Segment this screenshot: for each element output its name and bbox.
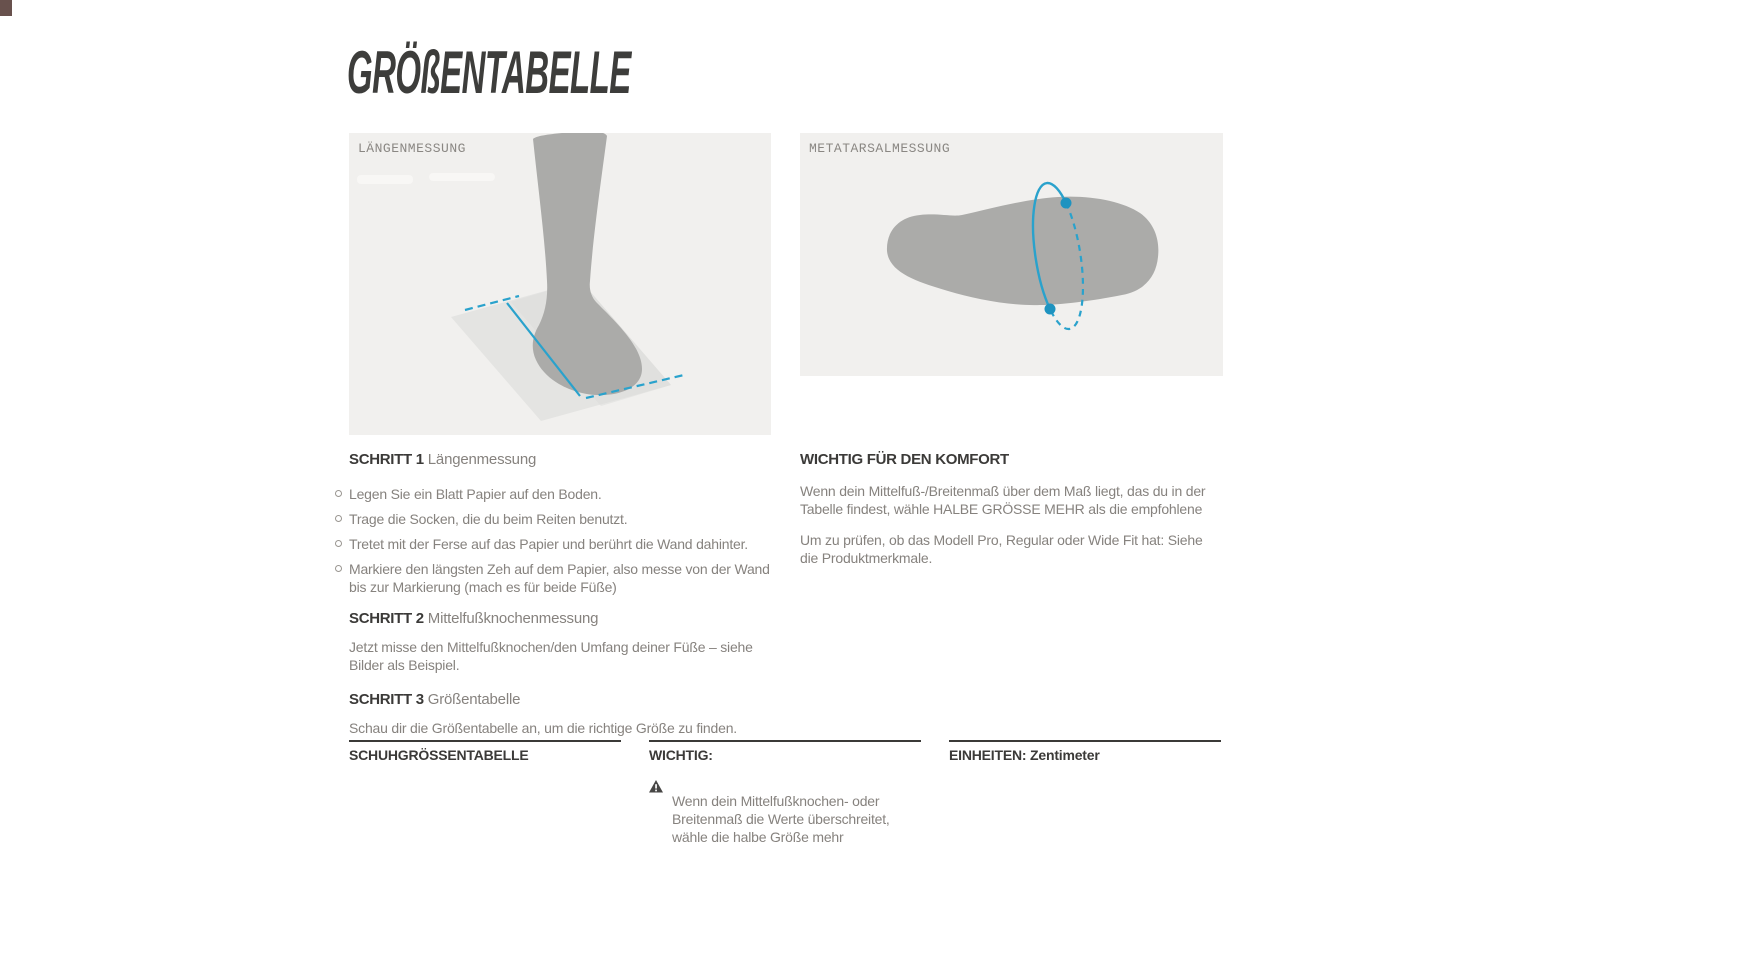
girth-dot-bottom <box>1045 304 1056 315</box>
foot-sole-shape <box>887 197 1158 305</box>
list-item: Legen Sie ein Blatt Papier auf den Boden. <box>349 485 781 503</box>
step1-title: Längenmessung <box>427 451 537 468</box>
footer-size-table-heading: SCHUHGRÖSSENTABELLE <box>349 747 529 763</box>
step2-title: Mittelfußknochenmessung <box>427 610 599 627</box>
length-measurement-panel <box>349 133 771 435</box>
step1-label: SCHRITT 1 <box>349 451 424 468</box>
list-item: Trage die Socken, die du beim Reiten benutzt. <box>349 510 781 528</box>
corner-artifact <box>0 0 12 16</box>
instructions-column <box>349 450 781 737</box>
metatarsal-panel-heading: METATARSALMESSUNG <box>809 141 951 156</box>
footer-important-heading: WICHTIG: <box>649 747 713 763</box>
girth-dot-top <box>1061 198 1072 209</box>
page-title: GRÖßENTABELLE <box>347 39 631 106</box>
warning-note <box>649 778 899 860</box>
step2-heading <box>349 609 781 628</box>
metatarsal-measurement-illustration <box>800 133 1223 376</box>
step3-title: Größentabelle <box>427 691 521 708</box>
length-measurement-illustration <box>349 133 771 435</box>
watermark-smudge <box>357 175 413 184</box>
length-panel-heading: LÄNGENMESSUNG <box>358 141 466 156</box>
step1-heading <box>349 450 781 469</box>
comfort-heading: WICHTIG FÜR DEN KOMFORT <box>800 451 1009 468</box>
step3-label: SCHRITT 3 <box>349 691 424 708</box>
step2-text: Jetzt misse den Mittelfußknochen/den Umfang deiner Füße – siehe Bilder als Beispiel. <box>349 639 753 673</box>
step3-heading <box>349 690 781 709</box>
comfort-paragraph-2: Um zu prüfen, ob das Modell Pro, Regular oder Wide Fit hat: Siehe die Produktmerkmale. <box>800 532 1203 566</box>
step3-text: Schau dir die Größentabelle an, um die richtige Größe zu finden. <box>349 720 737 736</box>
footer-important-column <box>649 740 921 860</box>
list-item: Tretet mit der Ferse auf das Papier und berührt die Wand dahinter. <box>349 535 781 553</box>
footer-size-table-column <box>349 740 621 763</box>
comfort-column <box>800 450 1220 567</box>
metatarsal-measurement-panel <box>800 133 1223 376</box>
comfort-paragraph-1: Wenn dein Mittelfuß-/Breitenmaß über dem Maß liegt, das du in der Tabelle findest, wähle HALBE GRÖSSE MEHR als die empfohlene <box>800 483 1206 517</box>
watermark-smudge <box>429 173 495 181</box>
step1-bullet-list <box>349 485 781 596</box>
warning-triangle-icon <box>649 780 663 793</box>
footer-units-column <box>949 740 1221 763</box>
warning-text: Wenn dein Mittelfußknochen- oder Breitenmaß die Werte überschreitet, wähle die halbe Größe mehr <box>672 793 890 845</box>
step2-label: SCHRITT 2 <box>349 610 424 627</box>
footer-units-heading: EINHEITEN: Zentimeter <box>949 747 1100 763</box>
list-item: Markiere den längsten Zeh auf dem Papier, also messe von der Wand bis zur Markierung (mach es für beide Füße) <box>349 560 781 596</box>
